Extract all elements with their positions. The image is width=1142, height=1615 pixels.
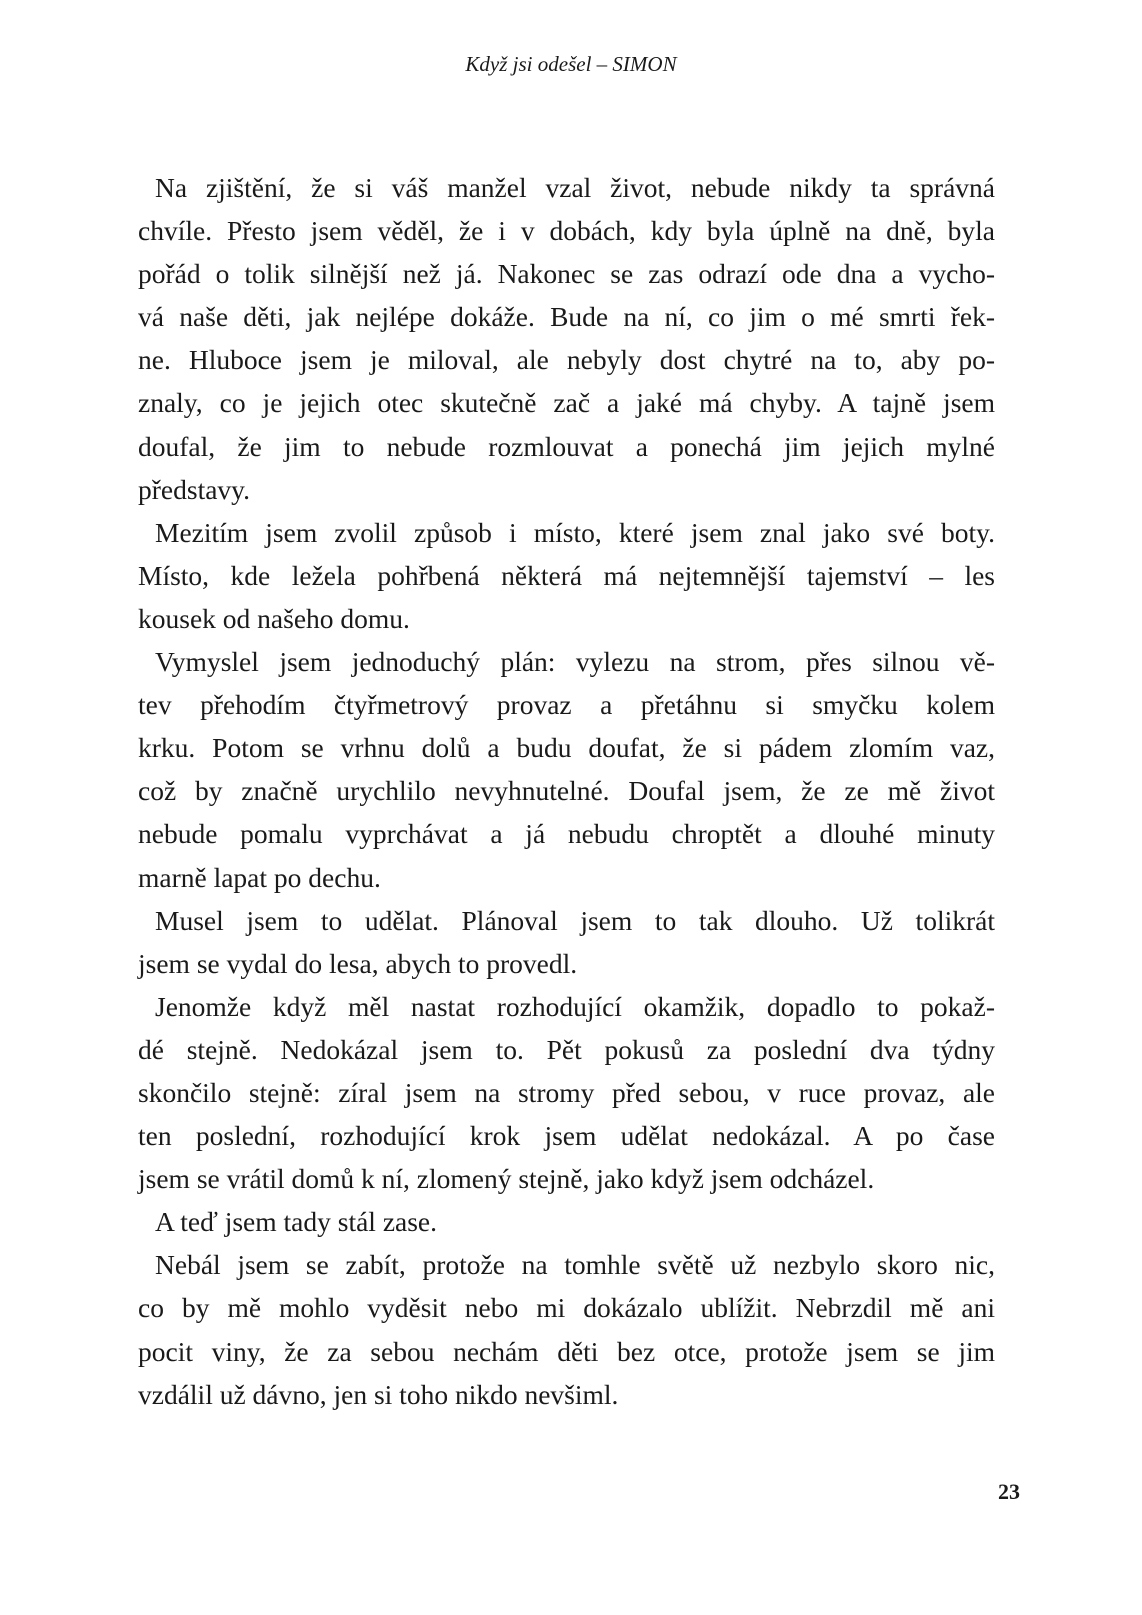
text-line: ten poslední, rozhodující krok jsem udělat nedokázal. A po čase [138, 1120, 995, 1152]
paragraph [138, 985, 995, 1200]
paragraph [138, 1243, 995, 1415]
text-line: tev přehodím čtyřmetrový provaz a přetáhnu si smyčku kolem [138, 689, 995, 721]
text-line: Musel jsem to udělat. Plánoval jsem to tak dlouho. Už tolikrát [155, 904, 995, 936]
text-line: jsem se vrátil domů k ní, zlomený stejně, jako když jsem odcházel. [138, 1163, 875, 1195]
text-line: marně lapat po dechu. [138, 861, 381, 893]
text-line: dé stejně. Nedokázal jsem to. Pět pokusů za poslední dva týdny [138, 1033, 995, 1065]
text-line: Na zjištění, že si váš manžel vzal život, nebude nikdy ta správná [155, 172, 995, 203]
text-line: pocit viny, že za sebou nechám děti bez otce, protože jsem se jim [138, 1335, 995, 1367]
text-line: krku. Potom se vrhnu dolů a budu doufat, že si pádem zlomím vaz, [138, 732, 995, 764]
text-line: co by mě mohlo vyděsit nebo mi dokázalo ublížit. Nebrzdil mě ani [138, 1292, 995, 1324]
page-number: 23 [998, 1479, 1020, 1504]
text-line: kousek od našeho domu. [138, 602, 410, 634]
text-line: nebude pomalu vyprchávat a já nebudu chroptět a dlouhé minuty [138, 818, 995, 850]
text-line: skončilo stejně: zíral jsem na stromy před sebou, v ruce provaz, ale [138, 1076, 995, 1108]
text-line: Jenomže když měl nastat rozhodující okamžik, dopadlo to pokaž- [155, 990, 995, 1022]
text-line: jsem se vydal do lesa, abych to provedl. [138, 947, 578, 979]
text-line: vzdálil už dávno, jen si toho nikdo nevšiml. [138, 1378, 619, 1410]
text-line: představy. [138, 473, 251, 505]
text-line: Mezitím jsem zvolil způsob i místo, které jsem znal jako své boty. [155, 516, 995, 548]
text-line: vá naše děti, jak nejlépe dokáže. Bude na ní, co jim o mé smrti řek- [138, 301, 995, 333]
text-line: A teď jsem tady stál zase. [155, 1206, 438, 1238]
text-line: Nebál jsem se zabít, protože na tomhle světě už nezbylo skoro nic, [155, 1249, 995, 1281]
text-line: ne. Hluboce jsem je miloval, ale nebyly dost chytré na to, aby po- [138, 344, 995, 376]
paragraph [138, 640, 995, 899]
running-header: Když jsi odešel – SIMON [465, 52, 677, 76]
text-line: znaly, co je jejich otec skutečně zač a jaké má chyby. A tajně jsem [138, 387, 995, 419]
paragraph [138, 1200, 995, 1243]
paragraph [138, 166, 995, 511]
text-line: doufal, že jim to nebude rozmlouvat a ponechá jim jejich mylné [138, 430, 995, 462]
text-line: Místo, kde ležela pohřbená některá má nejtemnější tajemství – les [138, 559, 995, 591]
body-text [138, 166, 995, 1416]
paragraph [138, 511, 995, 640]
text-line: pořád o tolik silnější než já. Nakonec se zas odrazí ode dna a vycho- [138, 258, 995, 290]
paragraph [138, 899, 995, 985]
text-line: Vymyslel jsem jednoduchý plán: vylezu na strom, přes silnou vě- [155, 646, 995, 678]
text-line: což by značně urychlilo nevyhnutelné. Doufal jsem, že ze mě život [138, 775, 995, 807]
text-line: chvíle. Přesto jsem věděl, že i v dobách, kdy byla úplně na dně, byla [138, 215, 995, 247]
